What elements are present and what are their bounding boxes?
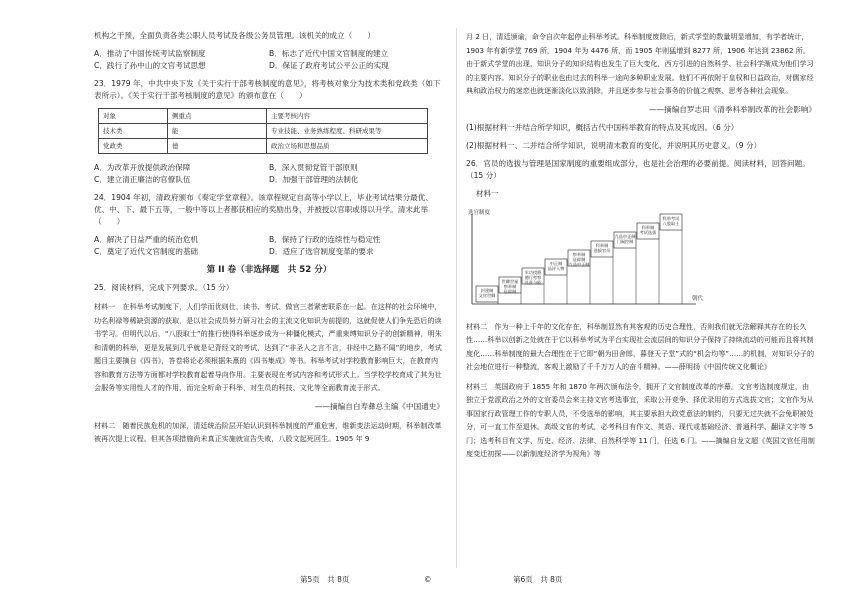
q23-stem: 23．1979 年，中共中央下发《关于实行干部考核制度的意见》，将考核对象分为技术类和党政类（如下表所示）。《关于实行干部考核制度的意见》的颁布意在（ ） [94, 79, 441, 100]
material-1-source: ——摘编自白寿彝总主编《中国通史》 [314, 401, 444, 411]
step-label: 科举考试 [662, 215, 680, 221]
q22-options [94, 48, 444, 72]
step-label: 征辟制 [572, 256, 586, 262]
step-label: 品评人物 [547, 265, 565, 271]
q24-stem: 24．1904 年初，清政府颁布《奏定学堂章程》。该章程规定自高等小学以上，毕业考试结果分最优、优、中、下、最下五等，一般中等以上者都获相应的奖励出身，并被授以官职或得以升学。清末此举（ ） [94, 193, 433, 226]
material-2-start: 材料二 随着民族危机的加深，清廷统治阶层开始认识到科举制度的严重危害，维新变法运动时期，科举制改革被再次提上议程。但其各项措施尚未真正实施就宣告失败，八股文起死回生。1905 年 9 [94, 420, 442, 443]
table-cell: 侧重点 [168, 109, 267, 124]
copyright-mark: © [424, 575, 432, 584]
table-row [99, 124, 428, 139]
step-label: 察举制 [572, 251, 586, 257]
page-number-left: 第5页 共 8页 [300, 575, 350, 584]
q23-option-b: B．深入贯彻党管干部原则 [269, 163, 358, 172]
table-cell: 党政类 [99, 139, 168, 154]
table-row [99, 139, 428, 154]
table-cell: 政治立场和思想品质 [267, 139, 428, 154]
q25-part-1: (1)根据材料一并结合所学知识，概括古代中国科举教育的特点及其成因。（6 分） [466, 122, 739, 132]
page-number-right: 第6页 共 8页 [513, 575, 563, 584]
q22-option-c: C．践行了孙中山的文官考试思想 [94, 61, 206, 70]
step-label: 科举制 [641, 224, 655, 230]
q22-option-d: D．保证了政府考试公平公正的实现 [269, 61, 389, 70]
step-label: 选贤与能 [524, 279, 542, 285]
staircase-chart [466, 208, 716, 310]
right-column [466, 30, 816, 467]
table-cell: 技术类 [99, 124, 168, 139]
step-label: 文官世卿 [478, 292, 496, 298]
table-row [99, 109, 428, 124]
q25-intro: 25．阅读材料，完成下列要求。（15 分） [94, 283, 234, 292]
table-cell: 主要考核内容 [267, 109, 428, 124]
q24-option-c: C．奠定了近代文官制度的基础 [94, 247, 199, 256]
step-label: 征辟制 [503, 288, 517, 294]
q26-material-2: 材料二 作为一种上千年的文化存在，科举制显然有其客观的历史合理性，否则我们就无法解释其存在的长久性……科举以创新之处就在于它以科举考试为平台实现社会流层间的知识分子保持了持续流动的可能而且将其制度化……科举制度的最大合理性在于它即“朝为田舍郎，暮登天子堂”式的“机会均等”……的机制，对知识分子的社会地位进行一种整流，客观上激励了千千万万人的奋斗精神。——薛明扬《中国传统文化概论》 [466, 321, 815, 371]
q22-option-a: A．推动了中国传统考试监察制度 [94, 49, 206, 58]
column-divider [456, 28, 457, 568]
q23-option-a: A．为改革开放提供政治保障 [94, 163, 191, 172]
left-column [94, 30, 444, 452]
material-1: 材料一 在科举考试制度下，人们学而优则仕，读书、考试、做官三者紧密联系在一起。在这样的社会环境中，功名利禄等稀缺资源的获取，是以社会成员努力研习社会的主流文化知识为前提的，这就促使人们争先恐后的读书学习。但明代以后，“八股取士”的推行使得科举逐步成为一种僵化模式，严重束缚知识分子的创新精神，明朱和清朝的科举，更是发展到几乎就是记背经文的考试，达到了“非圣人之言不言，非经中之路不闻”的地步，考试题目主要摘自《四书》，答卷将论必须根据朱熹的《四书集成》等书。科举考试对学校教育影响巨大，在教育内容和教育方法等方面都对学校教育起着导向作用。主要表现在考试内容和考试形式上。当学校学校育成了其为社会服务等实用性人才的作用，而完全听命于科举，对生员的科技、文化等全面教育流于形式。 [94, 302, 442, 392]
q26-material-1-label: 材料一 [476, 188, 499, 198]
q24-options [94, 234, 444, 258]
step-label: 科举制 [595, 242, 609, 248]
q22-option-b: B．标志了近代中国文官制度的建立 [269, 49, 389, 58]
table-cell: 能 [168, 124, 267, 139]
q23-table [98, 108, 428, 154]
x-axis-label: 朝代 [692, 295, 704, 302]
selection-system-diagram [466, 208, 816, 314]
table-cell: 德 [168, 139, 267, 154]
step-label: 察举制 [503, 283, 517, 289]
q23-options [94, 162, 444, 186]
q24-option-d: D．适应了选官制度变革的要求 [269, 247, 374, 256]
step-label: 军功授爵 [524, 269, 542, 275]
q25-part-2: (2)根据材料一、二并结合所学知识，说明清末教育的变化，并说明其历史意义。（9 分） [466, 140, 762, 150]
step-label: 门阀控制 [616, 238, 634, 244]
y-axis-label: 选官制度 [468, 209, 491, 216]
step-label: 八股取士 [662, 220, 680, 226]
q24-option-b: B．保持了行政的连续性与稳定性 [269, 235, 381, 244]
step-label: 封建制 [480, 287, 494, 293]
material-2-source: ——摘编自罗志田《清季科举制改革的社会影响》 [648, 104, 816, 114]
q26-material-3: 材料三 英国政府于 1855 年和 1870 年两次颁布法令，拥开了文官制度改革的序幕。文官考选制度规定，由独立于党派政治之外的文官委员会来主持文官考选事宜，采取公开竞争、择优录用的方式选拔文官；文官作为从事国家行政管理工作的专职人员，不受选举的影响，其主要承担大政党意法的制约，只要无过失就不会免职被处分，可一直工作至退休。高级文官的考试，必考科目有作文、英语、现代或基础经济、普通科学、翻译文字等 5 门；选考科目有文学、历史、经济、法律、自然科学等 11 门，任选 6 门。——摘编自龙文超《英国文官任用制度变迁初探——以新制度经济学为视角》等 [466, 381, 815, 458]
step-label: 九品中正制 [568, 261, 590, 267]
step-label: 中正制 [549, 260, 563, 266]
table-cell: 专业技能、业务熟练程度、科研成果等 [267, 124, 428, 139]
q23-option-c: C．建立清正廉洁的官僚队伍 [94, 175, 191, 184]
q22-stem: 机构之干预，全面负责各类公职人员考试及各级公务员管理。该机关的成立（ ） [94, 31, 375, 40]
q26-stem: 26．官员的选拔与管理是国家制度的重要组成部分，也是社会治理的必要前提。阅读材料，回答问题。（15 分） [466, 158, 810, 180]
section-title: 第 II 卷（非选择题 共 52 分） [206, 265, 332, 275]
step-label: 选拔官员 [593, 247, 611, 253]
step-label: 德行考察 [524, 274, 542, 280]
q24-option-a: A．解决了日益严重的统治危机 [94, 235, 198, 244]
material-2-continued: 月 2 日，清廷颁谕，命令自次年起停止科举考试。科举制度废除后，新式学堂的数量明显增加，有学者统计，1903 年有新学堂 769 所，1904 年为 4476 所，而 1905 年则猛增到 8277 所，1906 年达到 23862 所。由于新式学堂的出现，知识分子的知识结构也发生了巨大变化，西方引进的自然科学、社会科学渐成为他们学习的主要内容。知识分子的职业也由过去的科举一途向多种职业发展。他们不再依附于皇权和日益政治，对儒家经典和政治权力的迷恋也就逐渐淡化以致消除，并且逐步参与社会事务的价值之观察、思考各种社会现象。 [466, 32, 814, 95]
step-label: 九品中正制 [614, 233, 636, 239]
table-cell: 对象 [99, 109, 168, 124]
step-label: 考试选拔 [639, 229, 657, 235]
step-label: 世卿世禄 [501, 278, 519, 284]
q23-option-d: D．加强干部管理的法制化 [269, 175, 359, 184]
